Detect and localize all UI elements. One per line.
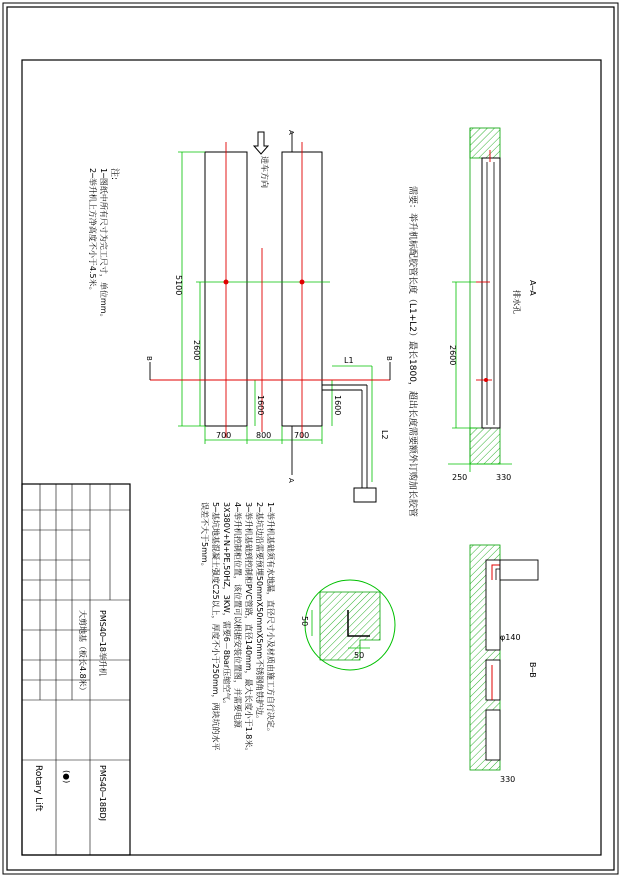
requirement-item: 5─基坑地基混凝土强度C25以上，厚度不小于250mm，两块坑的水平 bbox=[211, 502, 220, 751]
model-code: PMS40─18BDJ bbox=[98, 765, 107, 821]
section-marker-b-right: B bbox=[385, 356, 393, 361]
section-marker-a-top: A bbox=[287, 130, 295, 135]
drain-hole-label: 排水孔 bbox=[512, 290, 521, 314]
section-aa-dim-2600: 2600 bbox=[448, 345, 457, 366]
control-cabinet bbox=[354, 488, 376, 502]
requirement-item: 误差不大于5mm。 bbox=[200, 502, 209, 571]
direction-label: 进车方向 bbox=[260, 156, 269, 188]
outer-frame bbox=[3, 3, 618, 874]
drawing-subtitle: 大剪地基（板长4.8米） bbox=[78, 610, 87, 695]
section-bb-title: B─B bbox=[528, 662, 537, 678]
requirement-item: 3─举升机基础到控制柜PVC管路，直径140mm，最大长度小于1.8米。 bbox=[244, 502, 253, 756]
requirements-list bbox=[200, 502, 276, 755]
section-aa-dim-330: 330 bbox=[496, 473, 512, 482]
requirement-item: 4─举升机控制柜位置，该位置可以根据安装位置图，并需要电源 bbox=[233, 502, 242, 728]
notes-line-1: 1─图纸中所有尺寸为完工尺寸，单位mm。 bbox=[99, 168, 108, 322]
section-marker-b-left: B bbox=[145, 356, 153, 361]
post-marker-right bbox=[300, 280, 305, 285]
dim-offset: 1600 bbox=[256, 395, 265, 416]
company-mark: (●) bbox=[62, 770, 71, 784]
notes-title: 注: bbox=[109, 168, 119, 181]
section-bb-dim-140: φ140 bbox=[500, 633, 521, 642]
section-bb-dim-330: 330 bbox=[500, 775, 516, 784]
detail-dim-50-vertical: 50 bbox=[300, 616, 309, 627]
requirement-item: 1─举升机基础须有水地漏，直径尺寸小及材质由施工方自行决定。 bbox=[266, 502, 275, 736]
requirement-item: 3X380V+N+PE,50HZ，3KW，需要6－8bar压缩空气。 bbox=[222, 502, 231, 709]
section-aa-dim-250: 250 bbox=[452, 473, 468, 482]
company-name: Rotary Lift bbox=[33, 765, 43, 812]
project-title: PMS40─18举升机 bbox=[98, 610, 107, 676]
dim-offset-right: 1600 bbox=[333, 395, 342, 416]
dim-width-gap: 800 bbox=[256, 431, 272, 440]
dim-l1: L1 bbox=[344, 356, 354, 365]
dim-width-left: 700 bbox=[216, 431, 232, 440]
dim-inner-length: 2600 bbox=[192, 340, 201, 361]
post-marker-left bbox=[224, 280, 229, 285]
hose-requirement: 需要：举升机标配胶管长度（L1+L2）最长1800，超出长度需要额外订购加长胶管 bbox=[407, 186, 417, 517]
detail-dim-50-horizontal: 50 bbox=[354, 651, 365, 660]
dim-total-length: 5100 bbox=[174, 275, 183, 296]
dim-l2: L2 bbox=[380, 430, 389, 440]
section-aa-title: A─A bbox=[528, 280, 537, 296]
notes-line-2: 2─举升机上方净高度不小于4.5米。 bbox=[88, 168, 97, 295]
section-marker-a-bottom: A bbox=[287, 478, 295, 483]
requirement-item: 2─基坑边沿需要预埋50mmX50mmX5mm不锈钢角铁护边。 bbox=[255, 502, 264, 724]
dim-width-right: 700 bbox=[294, 431, 310, 440]
